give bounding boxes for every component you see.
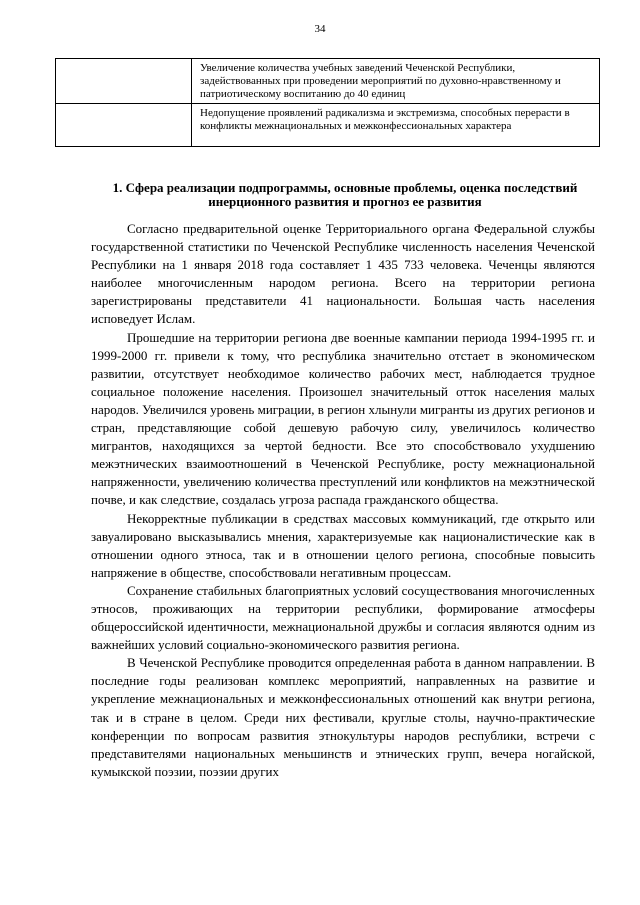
page-number: 34 [314, 23, 326, 35]
paragraph: Некорректные публикации в средствах массовых коммуникаций, где открыто или завуалировано высказывались мнения, характеризуемые как националистические как в отношении одного этноса, так и в отношении целого региона, способные повысить напряжение в обществе, способствовали негативным процессам. [91, 510, 595, 580]
table-cell-empty [56, 59, 192, 104]
paragraph: Согласно предварительной оценке Территориального органа Федеральной службы государственной статистики по Чеченской Республике численность населения Чеченской Республики на 1 января 2018 года составляет 1 435 733 человека. Чеченцы являются наиболее многочисленным народом региона. Всего на территории региона зарегистрированы представители 41 национальности. Большая часть населения исповедует Ислам. [91, 221, 595, 327]
paragraph: Сохранение стабильных благоприятных условий сосуществования многочисленных этносов, проживающих на территории республики, формирование атмосферы общероссийской идентичности, межнациональной дружбы и согласия являются одним из важнейших условий социально-экономического развития региона. [91, 582, 595, 653]
paragraph: В Чеченской Республике проводится определенная работа в данном направлении. В последние годы реализован комплекс мероприятий, направленных на развитие и укрепление межнациональных и межконфессиональных отношений как внутри региона, так и в стране в целом. Среди них фестивали, круглые столы, научно-практические конференции по вопросам развития этнокультуры народов республики, встречи с представителями национальных меньшинств и этнических групп, вечера ногайской, кумыкской поэзии, поэзии других [91, 655, 595, 779]
section-heading: 1. Сфера реализации подпрограммы, основные проблемы, оценка последствий инерционного развития и прогноз ее развития [112, 180, 578, 209]
body-text [91, 220, 595, 781]
table-row [56, 104, 600, 147]
goals-table [55, 58, 600, 147]
table-cell-empty [56, 104, 192, 147]
table-cell-text: Недопущение проявлений радикализма и экстремизма, способных перерасти в конфликты межнациональных и межконфессиональных характера [192, 104, 600, 147]
table-row [56, 59, 600, 104]
paragraph: Прошедшие на территории региона две военные кампании периода 1994-1995 гг. и 1999-2000 гг. привели к тому, что республика значительно отстает в экономическом развитии, отсутствует необходимое количество рабочих мест, наблюдается трудное социальное положение населения. Произошел значительный отток населения малых народов. Увеличился уровень миграции, в регион хлынули мигранты из других регионов и стран, представляющие собой дешевую рабочую силу, увеличилось количество мигрантов, находящихся за чертой бедности. Все это способствовало ухудшению межэтнических взаимоотношений в Чеченской Республике, росту межнациональной напряженности, увеличению количества преступлений или конфликтов на межэтнической почве, и как следствие, создалась угроза распада гражданского общества. [91, 329, 595, 508]
table-cell-text: Увеличение количества учебных заведений Чеченской Республики, задействованных при проведении мероприятий по духовно-нравственному и патриотическому воспитанию до 40 единиц [192, 59, 600, 104]
